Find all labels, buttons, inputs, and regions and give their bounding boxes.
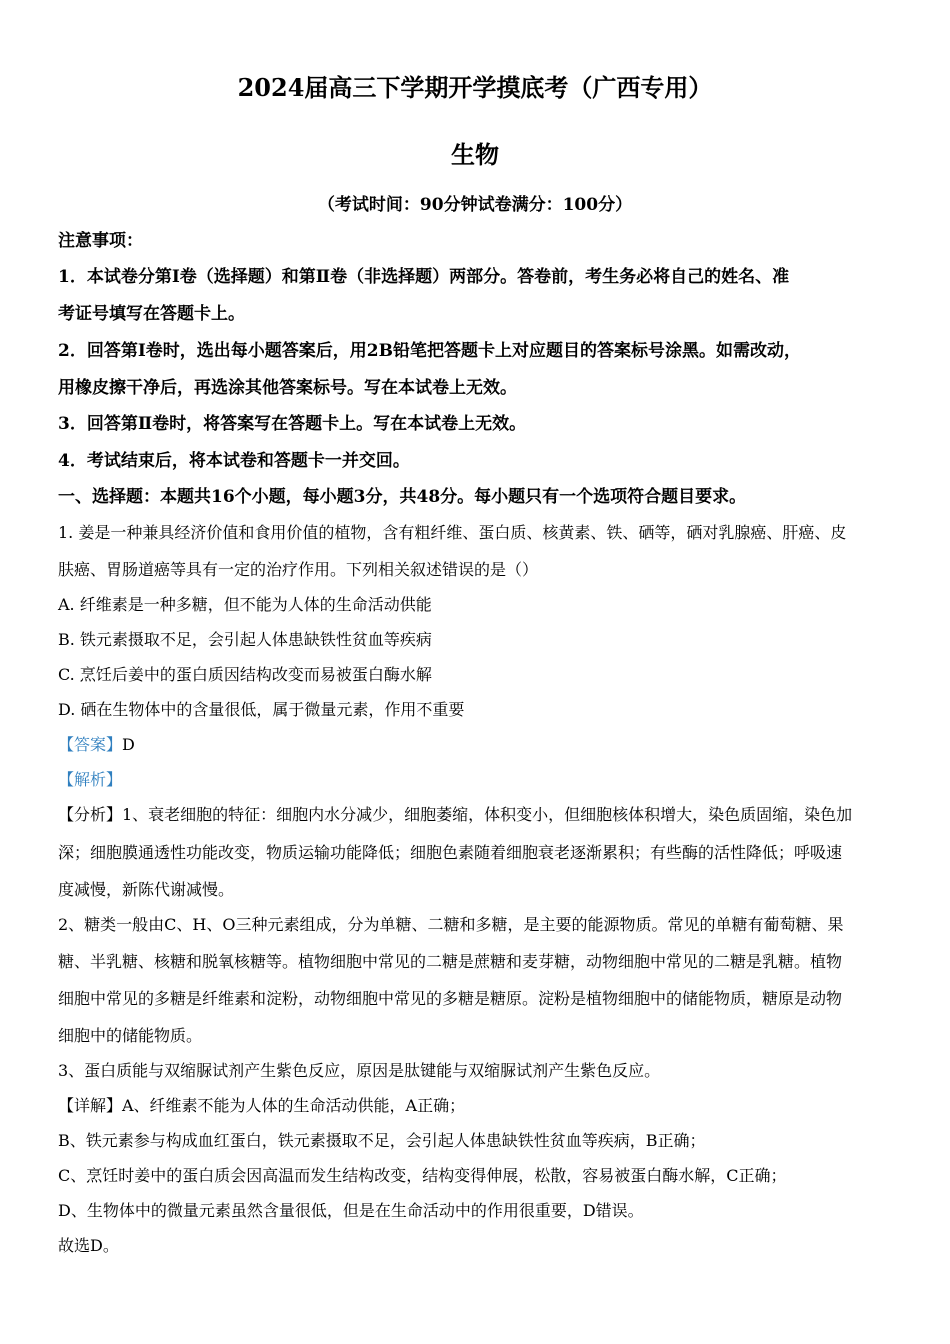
- question-stem: 肤癌、胃肠道癌等具有一定的治疗作用。下列相关叙述错误的是（）: [58, 560, 539, 579]
- answer-value: D: [122, 735, 135, 754]
- notes-line: 3．回答第Ⅱ卷时，将答案写在答题卡上。写在本试卷上无效。: [58, 414, 527, 434]
- notes-line: 1．本试卷分第Ⅰ卷（选择题）和第Ⅱ卷（非选择题）两部分。答卷前，考生务必将自己的姓名、准: [58, 267, 790, 287]
- analysis-line: 度减慢，新陈代谢减慢。: [58, 880, 235, 899]
- detail-line: 【详解】A、纤维素不能为人体的生命活动供能，A正确；: [58, 1096, 466, 1115]
- question-stem: 1. 姜是一种兼具经济价值和食用价值的植物，含有粗纤维、蛋白质、核黄素、铁、硒等，硒对乳腺癌、肝癌、皮: [58, 523, 847, 542]
- answer-tag: 【答案】: [58, 735, 123, 754]
- option-a: A. 纤维素是一种多糖，但不能为人体的生命活动供能: [58, 595, 432, 614]
- option-d: D. 硒在生物体中的含量很低，属于微量元素，作用不重要: [58, 700, 465, 719]
- analysis-line: 2、糖类一般由C、H、O三种元素组成，分为单糖、二糖和多糖，是主要的能源物质。常见的单糖有葡萄糖、果: [58, 915, 844, 934]
- section-heading: 一、选择题：本题共16个小题，每小题3分，共48分。每小题只有一个选项符合题目要求。: [58, 487, 747, 507]
- notes-line: 4．考试结束后，将本试卷和答题卡一并交回。: [58, 451, 410, 471]
- notes-line: 用橡皮擦干净后，再选涂其他答案标号。写在本试卷上无效。: [58, 378, 517, 398]
- exam-title: 2024届高三下学期开学摸底考（广西专用）: [237, 73, 713, 102]
- analysis-line: 【分析】1、衰老细胞的特征：细胞内水分减少，细胞萎缩，体积变小，但细胞核体积增大，染色质固缩，染色加: [58, 805, 853, 824]
- option-b: B. 铁元素摄取不足，会引起人体患缺铁性贫血等疾病: [58, 630, 432, 649]
- detail-line: D、生物体中的微量元素虽然含量很低，但是在生命活动中的作用很重要，D错误。: [58, 1201, 644, 1220]
- analysis-line: 3、蛋白质能与双缩脲试剂产生紫色反应，原因是肽键能与双缩脲试剂产生紫色反应。: [58, 1061, 661, 1080]
- subject-title: 生物: [451, 140, 499, 169]
- answer-line: [58, 733, 894, 757]
- analysis-tag: 【解析】: [58, 770, 123, 789]
- analysis-line: 细胞中的储能物质。: [58, 1026, 203, 1045]
- detail-line: 故选D。: [58, 1236, 119, 1255]
- notes-line: 2．回答第Ⅰ卷时，选出每小题答案后，用2B铅笔把答题卡上对应题目的答案标号涂黑。如需改动，: [58, 341, 801, 361]
- notes-heading: 注意事项：: [58, 231, 143, 251]
- analysis-line: 深；细胞膜通透性功能改变，物质运输功能降低；细胞色素随着细胞衰老逐渐累积；有些酶的活性降低；呼吸速: [58, 843, 843, 862]
- notes-line: 考证号填写在答题卡上。: [58, 304, 245, 324]
- detail-line: C、烹饪时姜中的蛋白质会因高温而发生结构改变，结构变得伸展，松散，容易被蛋白酶水解，C正确；: [58, 1166, 787, 1185]
- detail-line: B、铁元素参与构成血红蛋白，铁元素摄取不足，会引起人体患缺铁性贫血等疾病，B正确；: [58, 1131, 706, 1150]
- analysis-line: 糖、半乳糖、核糖和脱氧核糖等。植物细胞中常见的二糖是蔗糖和麦芽糖，动物细胞中常见的二糖是乳糖。植物: [58, 952, 843, 971]
- option-c: C. 烹饪后姜中的蛋白质因结构改变而易被蛋白酶水解: [58, 665, 432, 684]
- exam-info: （考试时间：90分钟试卷满分：100分）: [317, 195, 633, 215]
- analysis-line: 细胞中常见的多糖是纤维素和淀粉，动物细胞中常见的多糖是糖原。淀粉是植物细胞中的储能物质，糖原是动物: [58, 989, 843, 1008]
